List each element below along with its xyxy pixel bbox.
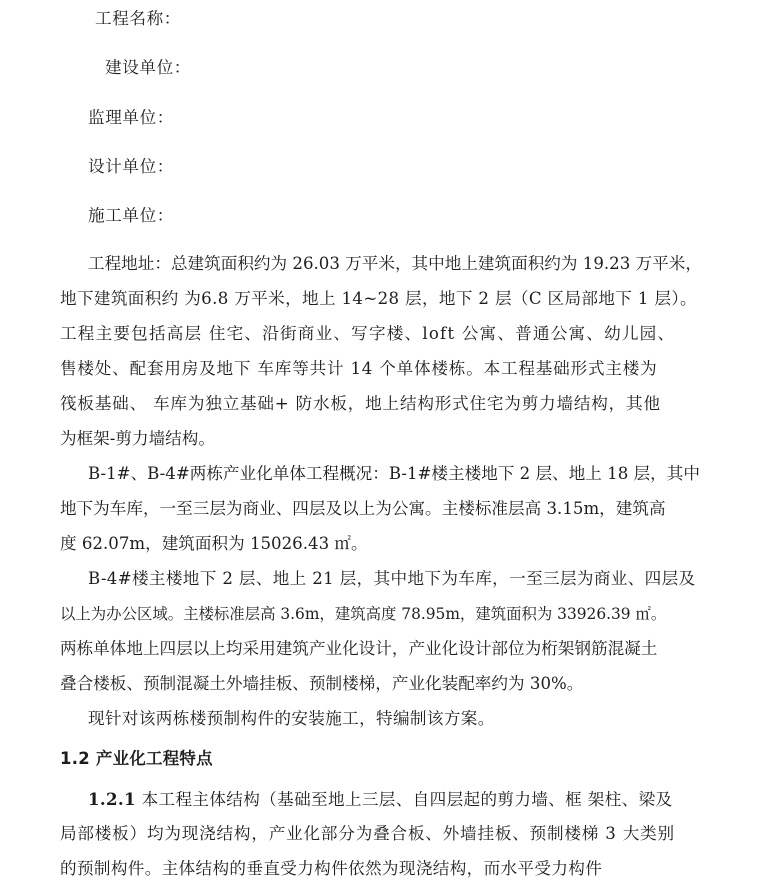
paragraph-1-line-4: 售楼处、配套用房及地下 车库等共计 14 个单体楼栋。本工程基础形式主楼为: [60, 359, 658, 378]
field-label-construction-contractor: 施工单位：: [88, 206, 174, 225]
paragraph-1-line-1: 工程地址：总建筑面积约为 26.03 万平米，其中地上建筑面积约为 19.23 万平米，: [88, 254, 702, 273]
paragraph-5-line-1-text: 本工程主体结构（基础至地上三层、自四层起的剪力墙、框 架柱、梁及: [141, 790, 673, 809]
paragraph-5-line-1: [0, 789, 779, 810]
paragraph-2-line-1: B-1#、B-4#两栋产业化单体工程概况：B-1#楼主楼地下 2 层、地上 18 层，其中: [88, 464, 700, 483]
paragraph-5-line-2: 局部楼板）均为现浇结构，产业化部分为叠合板、外墙挂板、预制楼梯 3 大类别: [60, 824, 675, 843]
paragraph-1-line-2: 地下建筑面积约 为6.8 万平米，地上 14~28 层，地下 2 层（C 区局部地下 1 层）。: [60, 289, 697, 308]
section-heading-number: 1.2: [60, 749, 90, 768]
paragraph-1-line-3: 工程主要包括高层 住宅、沿街商业、写字楼、loft 公寓、普通公寓、幼儿园、: [60, 324, 676, 343]
paragraph-3-line-1: B-4#楼主楼地下 2 层、地上 21 层，其中地下为车库，一至三层为商业、四层及: [88, 569, 696, 588]
section-heading-1-2: [0, 749, 779, 769]
field-label-design-unit: 设计单位：: [88, 157, 174, 176]
section-heading-title: 产业化工程特点: [95, 749, 213, 768]
clause-number-1-2-1: 1.2.1: [88, 789, 136, 809]
paragraph-4-line-1: 现针对该两栋楼预制构件的安装施工，特编制该方案。: [88, 709, 495, 728]
paragraph-5-line-3: 的预制构件。主体结构的垂直受力构件依然为现浇结构，而水平受力构件: [60, 859, 603, 878]
paragraph-3-line-3: 两栋单体地上四层以上均采用建筑产业化设计，产业化设计部位为桁架钢筋混凝土: [60, 639, 658, 658]
field-label-project-name: 工程名称：: [95, 9, 181, 28]
paragraph-3-line-4: 叠合楼板、预制混凝土外墙挂板、预制楼梯，产业化装配率约为 30%。: [60, 674, 584, 693]
paragraph-2-line-3: 度 62.07m，建筑面积为 15026.43 ㎡。: [60, 534, 368, 553]
field-label-construction-unit: 建设单位：: [105, 58, 191, 77]
paragraph-3-line-2: 以上为办公区域。主楼标准层高 3.6m，建筑高度 78.95m，建筑面积为 33926.39 ㎡。: [60, 605, 667, 623]
field-label-supervision-unit: 监理单位：: [88, 108, 174, 127]
paragraph-1-line-6: 为框架-剪力墙结构。: [60, 429, 215, 448]
paragraph-1-line-5: 筏板基础、 车库为独立基础+ 防水板，地上结构形式住宅为剪力墙结构，其他: [60, 394, 661, 413]
paragraph-2-line-2: 地下为车库，一至三层为商业、四层及以上为公寓。主楼标准层高 3.15m，建筑高: [60, 499, 666, 518]
